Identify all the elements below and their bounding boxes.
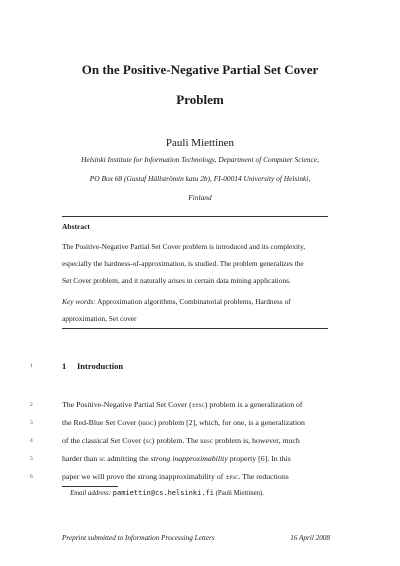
line-number: 6	[30, 474, 33, 480]
smallcaps-span: sc	[145, 436, 152, 445]
keywords-text1: Approximation algorithms, Combinatorial problems, Hardness of	[97, 297, 291, 306]
smallcaps-span: sc	[99, 454, 106, 463]
abstract-line1: The Positive-Negative Partial Set Cover problem is introduced and its complexity,	[62, 242, 306, 251]
keywords-line1	[62, 297, 332, 307]
abstract-bottom-rule	[62, 328, 328, 329]
text-span: ) problem is a generalization of	[204, 400, 303, 409]
intro-line3	[62, 436, 300, 446]
section-title: Introduction	[77, 361, 124, 371]
footnote	[70, 489, 264, 497]
footnote-rule	[62, 486, 118, 487]
line-number: 5	[30, 456, 33, 462]
abstract-line3: Set Cover problem, and it naturally arises in certain data mining applications.	[62, 276, 291, 285]
keywords-label: Key words:	[62, 297, 96, 306]
intro-line2	[62, 418, 305, 428]
text-span: paper we will prove the strong inapproximability of ±	[62, 472, 230, 481]
intro-line5	[62, 472, 289, 482]
author-name: Pauli Miettinen	[165, 137, 235, 149]
text-span: problem is, however, much	[213, 436, 300, 445]
smallcaps-span: psc	[195, 400, 205, 409]
affiliation-line3: Finland	[188, 193, 212, 202]
text-span: harder than	[62, 454, 100, 463]
line-number: 3	[30, 420, 33, 426]
text-span: ) problem. The	[151, 436, 201, 445]
text-span: The Positive-Negative Partial Set Cover (±	[62, 400, 196, 409]
keywords-line2: approximation, Set cover	[62, 314, 137, 323]
smallcaps-span: rbsc	[140, 418, 154, 427]
preprint-note: Preprint submitted to Information Processing Letters	[62, 534, 215, 542]
footnote-label: Email address:	[70, 490, 112, 497]
paper-title-line1: On the Positive-Negative Partial Set Cover	[81, 62, 319, 77]
section-number: 1	[62, 361, 67, 371]
abstract-line2: especially the hardness-of-approximation, is studied. The problem generalizes the	[62, 259, 304, 268]
intro-line4	[62, 454, 291, 464]
preprint-date: 16 April 2008	[290, 534, 330, 542]
affiliation-line1: Helsinki Institute for Information Technology, Department of Computer Science,	[81, 155, 319, 164]
line-number: 2	[30, 402, 33, 408]
line-number: 4	[30, 438, 33, 444]
italic-span: strong inapproximability	[150, 454, 228, 463]
text-span: property [6]. In this	[227, 454, 291, 463]
author-email: pamiettin@cs.helsinki.fi	[112, 489, 214, 497]
text-span: the Red-Blue Set Cover (	[62, 418, 141, 427]
abstract-heading: Abstract	[62, 222, 90, 231]
affiliation-line2: PO Box 68 (Gustaf Hällströmin katu 2b), FI-00014 University of Helsinki,	[89, 174, 311, 183]
intro-line1	[62, 400, 303, 410]
text-span: . The reductions	[238, 472, 289, 481]
text-span: admitting the	[105, 454, 151, 463]
abstract-top-rule	[62, 216, 328, 217]
paper-title-line2: Problem	[176, 92, 224, 107]
line-number: 1	[30, 363, 33, 369]
text-span: ) problem [2], which, for one, is a generalization	[153, 418, 305, 427]
smallcaps-span: rbsc	[200, 436, 214, 445]
text-span: of the classical Set Cover (	[62, 436, 146, 445]
footnote-name: (Pauli Miettinen).	[213, 490, 264, 497]
smallcaps-span: psc	[229, 472, 239, 481]
